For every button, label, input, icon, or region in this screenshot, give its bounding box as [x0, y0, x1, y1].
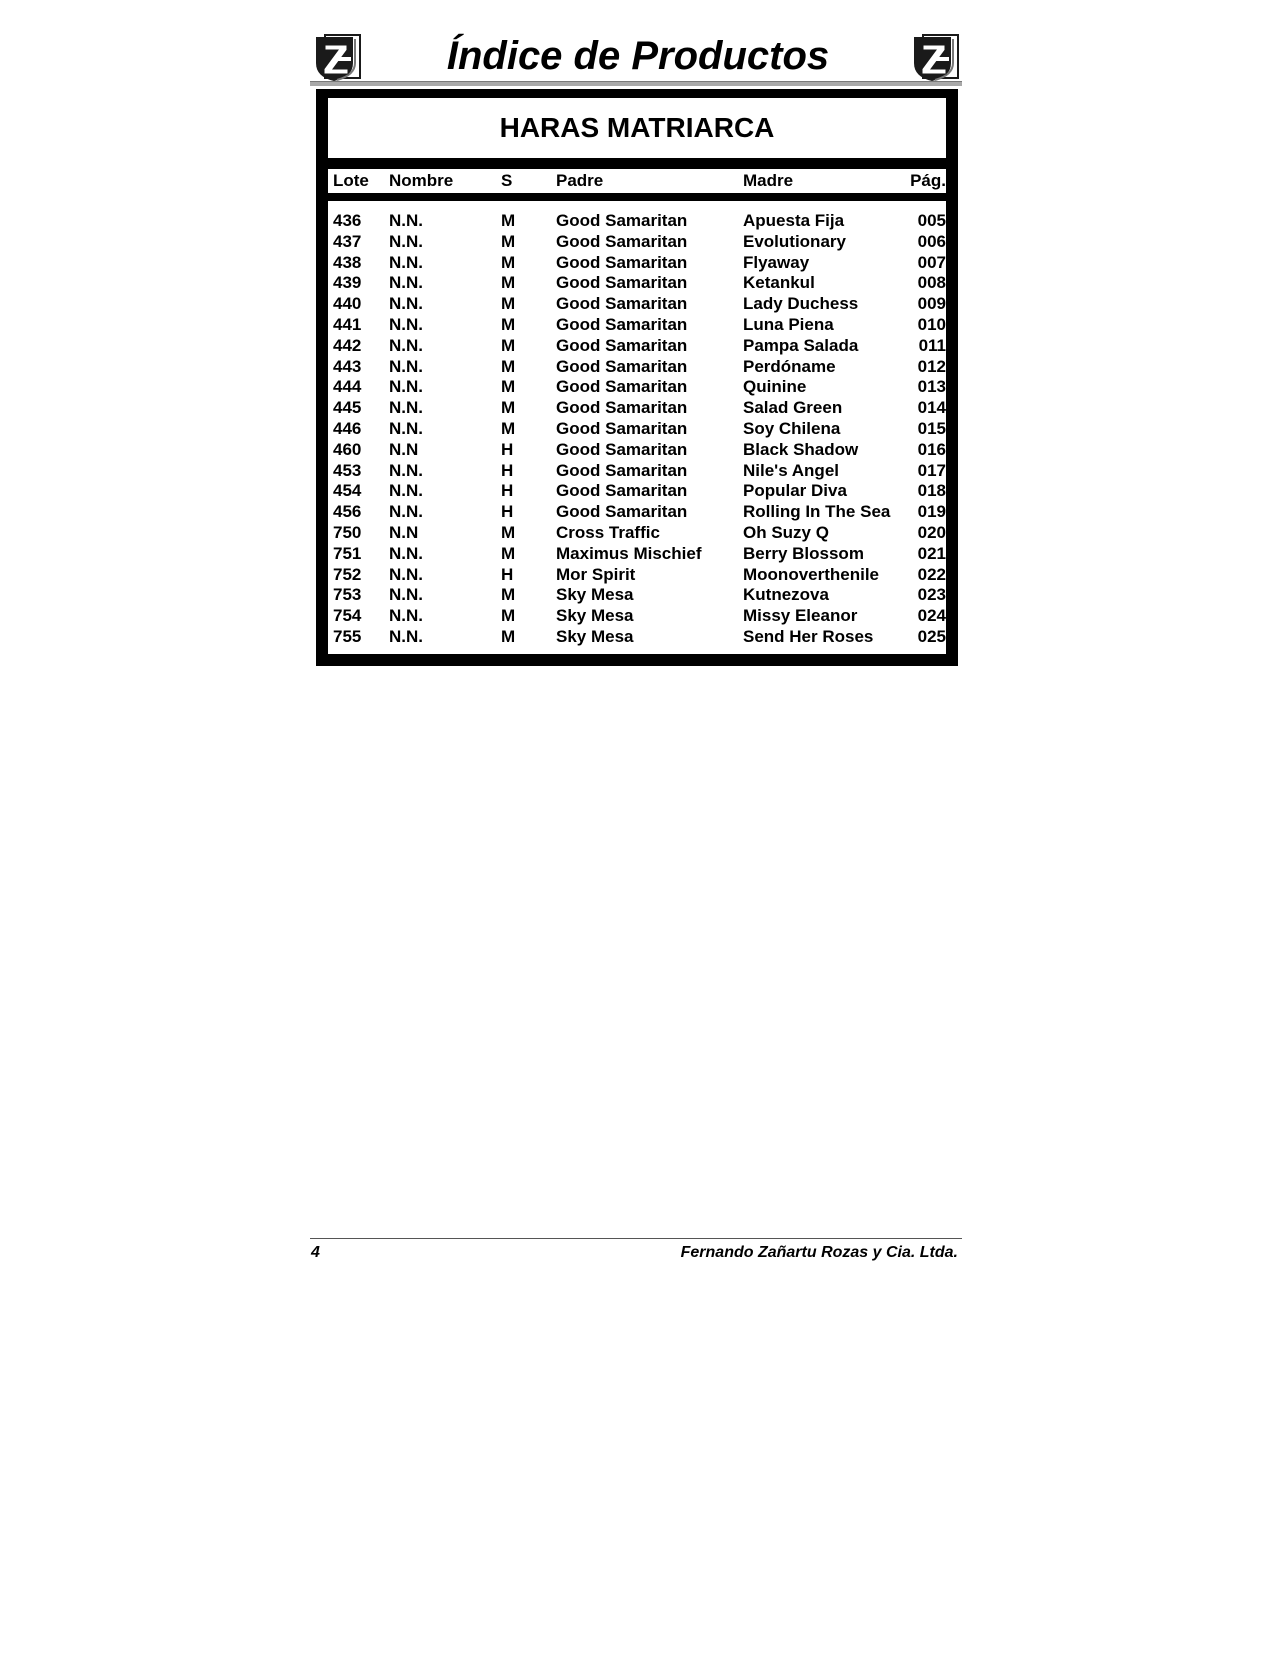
pagina-cell: 014 [917, 398, 946, 418]
padre-cell: Good Samaritan [556, 314, 688, 334]
table-row [328, 502, 946, 523]
sexo-cell: M [501, 377, 516, 397]
table-row [328, 523, 946, 544]
nombre-cell: N.N. [389, 585, 423, 605]
sexo-cell: M [501, 356, 516, 376]
sexo-cell: M [501, 314, 516, 334]
madre-cell: Send Her Roses [743, 626, 874, 646]
padre-cell: Good Samaritan [556, 481, 688, 501]
nombre-cell: N.N. [389, 294, 423, 314]
lote-cell: 437 [333, 231, 362, 251]
padre-cell: Good Samaritan [556, 211, 688, 230]
table-row [328, 315, 946, 336]
madre-cell: Oh Suzy Q [743, 522, 829, 542]
sexo-cell: M [501, 211, 516, 230]
pagina-cell: 007 [917, 252, 946, 272]
table-row [328, 398, 946, 419]
sexo-cell: M [501, 335, 516, 355]
pagina-cell: 010 [917, 314, 946, 334]
padre-cell: Good Samaritan [556, 356, 688, 376]
nombre-cell: N.N. [389, 606, 423, 626]
section-title: HARAS MATRIARCA [328, 98, 946, 161]
column-header-padre: Padre [556, 171, 604, 190]
padre-cell: Good Samaritan [556, 439, 688, 459]
pagina-cell: 008 [917, 273, 946, 293]
pagina-cell: 025 [917, 626, 946, 646]
table-row [328, 273, 946, 294]
madre-cell: Ketankul [743, 273, 815, 293]
padre-cell: Good Samaritan [556, 335, 688, 355]
column-header-pagina: Pág. [910, 171, 946, 190]
sexo-cell: M [501, 585, 516, 605]
lote-cell: 446 [333, 418, 362, 438]
lote-cell: 751 [333, 543, 362, 563]
table-row [328, 232, 946, 253]
nombre-cell: N.N. [389, 460, 423, 480]
madre-cell: Missy Eleanor [743, 606, 858, 626]
divider-bar [325, 161, 949, 169]
pagina-cell: 023 [917, 585, 946, 605]
sexo-cell: M [501, 252, 516, 272]
padre-cell: Good Samaritan [556, 502, 688, 522]
nombre-cell: N.N. [389, 626, 423, 646]
pagina-cell: 009 [917, 294, 946, 314]
nombre-cell: N.N. [389, 481, 423, 501]
shield-z-logo-icon [313, 33, 363, 83]
header-divider [310, 81, 962, 86]
lote-cell: 456 [333, 502, 362, 522]
lote-cell: 753 [333, 585, 362, 605]
madre-cell: Luna Piena [743, 314, 834, 334]
lote-cell: 445 [333, 398, 362, 418]
madre-cell: Rolling In The Sea [743, 502, 891, 522]
lote-cell: 442 [333, 335, 362, 355]
padre-cell: Sky Mesa [556, 626, 634, 646]
lote-cell: 440 [333, 294, 362, 314]
table-row [328, 294, 946, 315]
table-row [328, 461, 946, 482]
pagina-cell: 018 [917, 481, 946, 501]
nombre-cell: N.N. [389, 231, 423, 251]
sexo-cell: M [501, 543, 516, 563]
pagina-cell: 005 [917, 211, 946, 230]
table-row [328, 440, 946, 461]
nombre-cell: N.N. [389, 273, 423, 293]
table-header-row [328, 169, 946, 193]
nombre-cell: N.N. [389, 314, 423, 334]
nombre-cell: N.N [389, 439, 419, 459]
footer-divider [310, 1238, 962, 1239]
lote-cell: 439 [333, 273, 362, 293]
column-header-sexo: S [501, 171, 513, 190]
sexo-cell: M [501, 606, 516, 626]
lote-cell: 453 [333, 460, 362, 480]
padre-cell: Good Samaritan [556, 377, 688, 397]
padre-cell: Good Samaritan [556, 231, 688, 251]
madre-cell: Apuesta Fija [743, 211, 845, 230]
page-title: Índice de Productos [446, 34, 830, 78]
padre-cell: Maximus Mischief [556, 543, 702, 563]
column-header-madre: Madre [743, 171, 794, 190]
pagina-cell: 021 [917, 543, 946, 563]
table-row [328, 419, 946, 440]
table-row [328, 377, 946, 398]
madre-cell: Flyaway [743, 252, 810, 272]
madre-cell: Perdóname [743, 356, 836, 376]
table-row [328, 211, 946, 232]
sexo-cell: M [501, 398, 516, 418]
nombre-cell: N.N. [389, 418, 423, 438]
madre-cell: Quinine [743, 377, 807, 397]
nombre-cell: N.N. [389, 564, 423, 584]
lote-cell: 755 [333, 626, 362, 646]
pagina-cell: 015 [917, 418, 946, 438]
padre-cell: Good Samaritan [556, 273, 688, 293]
sexo-cell: H [501, 460, 514, 480]
lote-cell: 454 [333, 481, 362, 501]
shield-z-logo-icon [911, 33, 961, 83]
madre-cell: Popular Diva [743, 481, 847, 501]
pagina-cell: 006 [917, 231, 946, 251]
nombre-cell: N.N. [389, 356, 423, 376]
padre-cell: Good Samaritan [556, 398, 688, 418]
nombre-cell: N.N. [389, 398, 423, 418]
padre-cell: Cross Traffic [556, 522, 660, 542]
madre-cell: Soy Chilena [743, 418, 841, 438]
nombre-cell: N.N. [389, 543, 423, 563]
column-header-lote: Lote [333, 171, 369, 190]
padre-cell: Mor Spirit [556, 564, 636, 584]
index-frame-inner [325, 98, 949, 657]
pagina-cell: 019 [917, 502, 946, 522]
madre-cell: Black Shadow [743, 439, 859, 459]
table-row [328, 627, 946, 648]
pagina-cell: 017 [917, 460, 946, 480]
table-row [328, 585, 946, 606]
padre-cell: Good Samaritan [556, 294, 688, 314]
sexo-cell: M [501, 294, 516, 314]
table-row [328, 336, 946, 357]
madre-cell: Nile's Angel [743, 460, 839, 480]
padre-cell: Good Samaritan [556, 460, 688, 480]
padre-cell: Sky Mesa [556, 585, 634, 605]
lote-cell: 443 [333, 356, 362, 376]
pagina-cell: 013 [917, 377, 946, 397]
nombre-cell: N.N. [389, 211, 423, 230]
pagina-cell: 020 [917, 522, 946, 542]
padre-cell: Good Samaritan [556, 418, 688, 438]
nombre-cell: N.N. [389, 335, 423, 355]
page-number: 4 [311, 1244, 320, 1261]
lote-cell: 754 [333, 606, 362, 626]
sexo-cell: H [501, 502, 514, 522]
pagina-cell: 012 [917, 356, 946, 376]
sexo-cell: M [501, 273, 516, 293]
divider-bar [325, 193, 949, 201]
table-row [328, 481, 946, 502]
madre-cell: Pampa Salada [743, 335, 859, 355]
table-row [328, 357, 946, 378]
lote-cell: 436 [333, 211, 362, 230]
madre-cell: Salad Green [743, 398, 843, 418]
nombre-cell: N.N. [389, 377, 423, 397]
column-header-nombre: Nombre [389, 171, 454, 190]
pagina-cell: 011 [918, 335, 946, 355]
table-body [328, 211, 946, 648]
lote-cell: 441 [333, 314, 362, 334]
company-name: Fernando Zañartu Rozas y Cia. Ltda. [680, 1244, 958, 1261]
nombre-cell: N.N. [389, 252, 423, 272]
table-row [328, 544, 946, 565]
table-row [328, 253, 946, 274]
pagina-cell: 024 [917, 606, 946, 626]
madre-cell: Kutnezova [743, 585, 829, 605]
pagina-cell: 022 [917, 564, 946, 584]
lote-cell: 444 [333, 377, 362, 397]
sexo-cell: M [501, 231, 516, 251]
nombre-cell: N.N [389, 522, 419, 542]
madre-cell: Evolutionary [743, 231, 846, 251]
table-row [328, 565, 946, 586]
lote-cell: 752 [333, 564, 362, 584]
pagina-cell: 016 [917, 439, 946, 459]
nombre-cell: N.N. [389, 502, 423, 522]
madre-cell: Moonoverthenile [743, 564, 880, 584]
sexo-cell: H [501, 439, 514, 459]
lote-cell: 438 [333, 252, 362, 272]
sexo-cell: M [501, 626, 516, 646]
lote-cell: 460 [333, 439, 362, 459]
padre-cell: Sky Mesa [556, 606, 634, 626]
lote-cell: 750 [333, 522, 362, 542]
padre-cell: Good Samaritan [556, 252, 688, 272]
sexo-cell: H [501, 481, 514, 501]
index-frame [316, 89, 958, 666]
madre-cell: Lady Duchess [743, 294, 859, 314]
sexo-cell: M [501, 418, 516, 438]
table-row [328, 606, 946, 627]
sexo-cell: H [501, 564, 514, 584]
madre-cell: Berry Blossom [743, 543, 864, 563]
sexo-cell: M [501, 522, 516, 542]
